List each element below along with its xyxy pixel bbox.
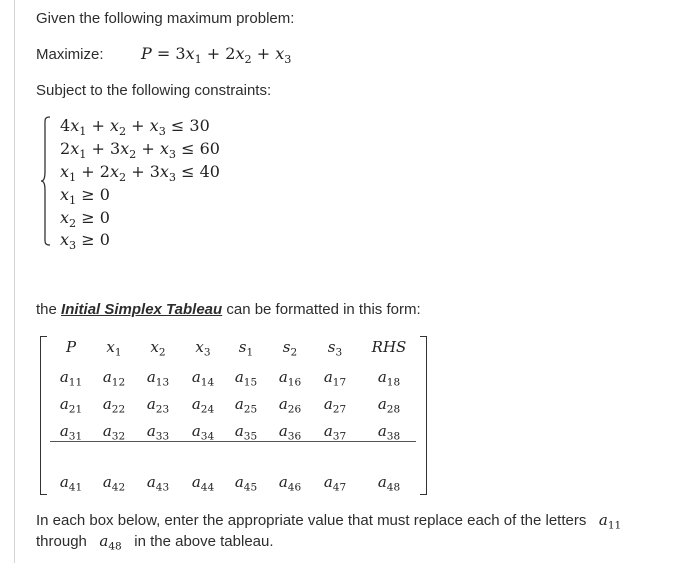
nonneg-x3: $x_3 \ge 0$ [60,230,110,252]
footer-instructions [36,510,676,552]
tableau-cell-a46: $a_{46}$ [278,473,302,494]
tableau-sentence-after: can be formatted in this form: [222,301,421,318]
tableau-cell-a42: $a_{42}$ [102,473,126,494]
tableau-sentence [36,300,421,320]
tableau-cell-a45: $a_{45}$ [234,473,258,494]
tableau-header-x3: $x_3$ [195,338,211,359]
tableau-cell-a22: $a_{22}$ [102,395,126,416]
tableau-cell-a14: $a_{14}$ [191,368,215,389]
footer-first-cell: $a_{11}$ [598,511,622,532]
objective-label: Maximize: [36,46,104,63]
tableau-cell-a35: $a_{35}$ [234,422,258,443]
objective-equation: $P = 3x_1 + 2x_2 + x_3$ [141,44,292,66]
tableau-cell-a37: $a_{37}$ [323,422,347,443]
initial-simplex-tableau-link[interactable]: Initial Simplex Tableau [61,301,223,318]
tableau-cell-a16: $a_{16}$ [278,368,302,389]
tableau-sentence-before: the [36,301,62,318]
nonneg-x1: $x_1 \ge 0$ [60,185,110,207]
tableau-header-p: P [65,338,77,356]
tableau-cell-a33: $a_{33}$ [146,422,170,443]
tableau-cell-a18: $a_{18}$ [377,368,401,389]
matrix-left-bracket [40,336,47,495]
tableau-cell-a27: $a_{27}$ [323,395,347,416]
footer-part3: in the above tableau. [134,533,274,550]
tableau-cell-a48: $a_{48}$ [377,473,401,494]
tableau-header-s2: $s_2$ [282,338,298,359]
tableau-cell-a17: $a_{17}$ [323,368,347,389]
tableau-header-rhs: RHS [371,338,407,356]
tableau-cell-a12: $a_{12}$ [102,368,126,389]
tableau-cell-a31: $a_{31}$ [59,422,83,443]
tableau-cell-a23: $a_{23}$ [146,395,170,416]
footer-part2: through [36,533,87,550]
tableau-cell-a41: $a_{41}$ [59,473,83,494]
tableau-cell-a28: $a_{28}$ [377,395,401,416]
tableau-header-x1: $x_1$ [106,338,122,359]
tableau-cell-a36: $a_{36}$ [278,422,302,443]
left-brace [41,116,51,246]
constraint-2: $2x_1 + 3x_2 + x_3 \le 60$ [60,139,220,161]
tableau-cell-a47: $a_{47}$ [323,473,347,494]
tableau-header-x2: $x_2$ [150,338,166,359]
tableau-header-s3: $s_3$ [327,338,343,359]
constraints-label: Subject to the following constraints: [36,82,272,99]
tableau-cell-a34: $a_{34}$ [191,422,215,443]
tableau-cell-a38: $a_{38}$ [377,422,401,443]
tableau-cell-a24: $a_{24}$ [191,395,215,416]
tableau-cell-a44: $a_{44}$ [191,473,215,494]
intro-text: Given the following maximum problem: [36,10,295,27]
footer-part1: In each box below, enter the appropriate value that must replace each of the letters [36,512,587,529]
tableau-cell-a32: $a_{32}$ [102,422,126,443]
tableau-cell-a15: $a_{15}$ [234,368,258,389]
tableau-cell-a11: $a_{11}$ [59,368,83,389]
tableau-cell-a26: $a_{26}$ [278,395,302,416]
left-rule [14,0,15,563]
tableau-cell-a21: $a_{21}$ [59,395,83,416]
constraint-1: $4x_1 + x_2 + x_3 \le 30$ [60,116,210,138]
footer-last-cell: $a_{48}$ [99,532,122,553]
tableau-cell-a13: $a_{13}$ [146,368,170,389]
matrix-right-bracket [420,336,427,495]
tableau-header-s1: $s_1$ [238,338,254,359]
tableau-cell-a43: $a_{43}$ [146,473,170,494]
constraint-3: $x_1 + 2x_2 + 3x_3 \le 40$ [60,162,220,184]
nonneg-x2: $x_2 \ge 0$ [60,208,110,230]
matrix-separator-line [50,441,416,442]
tableau-cell-a25: $a_{25}$ [234,395,258,416]
